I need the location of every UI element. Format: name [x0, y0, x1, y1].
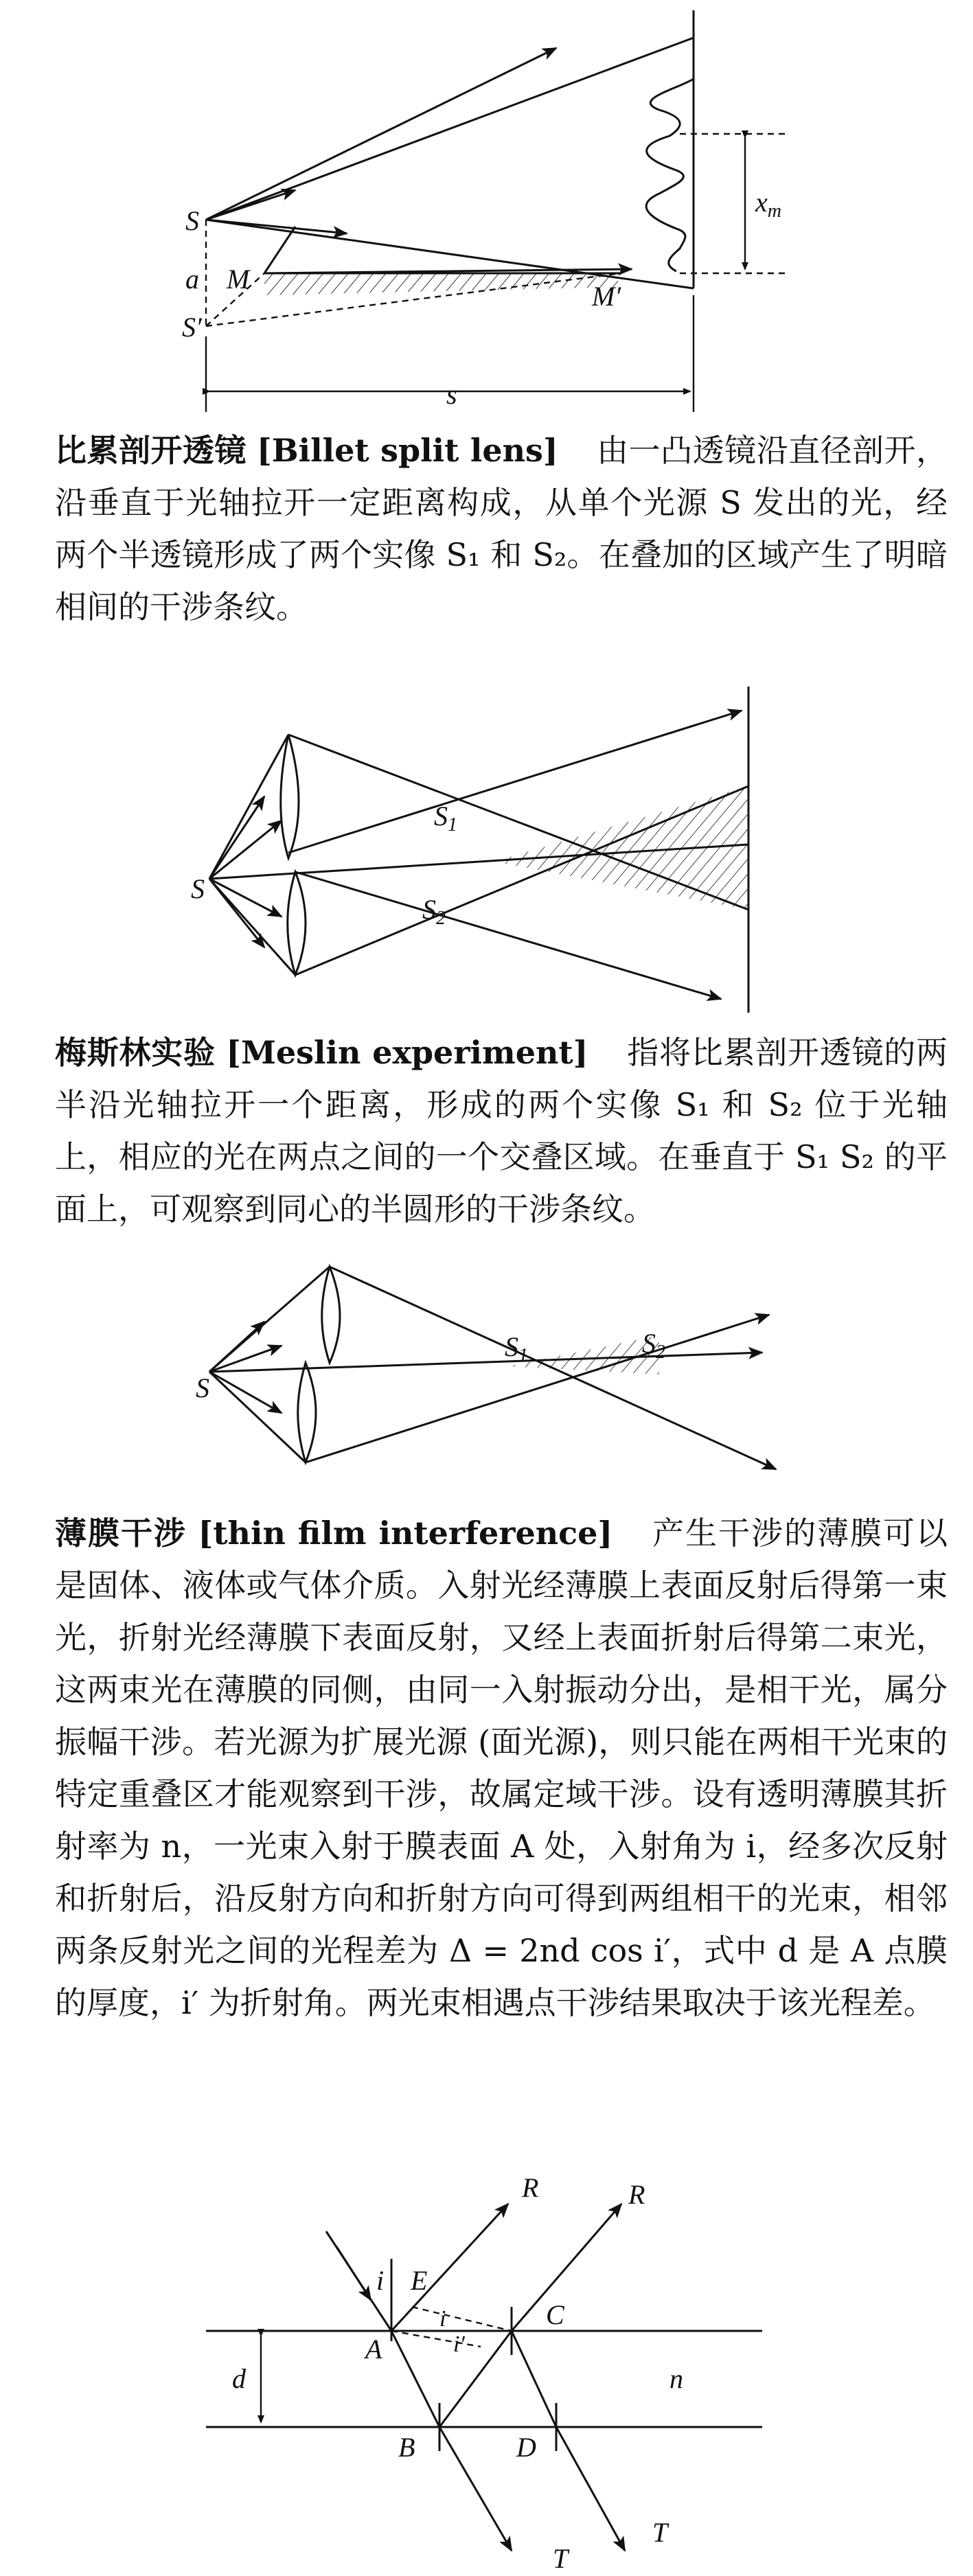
mirror-hatch — [264, 273, 618, 295]
label-i-prime: i′ — [453, 2332, 465, 2357]
overlap-region — [508, 1335, 659, 1375]
label-xm: $x_m$ — [755, 187, 781, 222]
figure-billet-lens — [0, 673, 973, 1030]
term-definition: 指将比累剖开透镜的两半沿光轴拉开一个距离，形成的两个实像 S₁ 和 S₂ 位于光轴上，相应的光在两点之间的一个交叠区域。在垂直于 S₁ S₂ 的平面上，可观察到同心的半圆形的干涉条纹。 — [55, 1034, 948, 1228]
label-S1: $S_1$ — [434, 801, 457, 836]
label-S: S — [196, 1372, 209, 1403]
label-B: B — [398, 2432, 415, 2463]
label-R1: R — [522, 2172, 539, 2203]
entry-meslin-experiment — [55, 1026, 948, 1235]
term-title: 梅斯林实验 — [55, 1034, 216, 1071]
label-E: E — [411, 2265, 428, 2296]
label-i-upper: i — [439, 2306, 446, 2332]
term-english: [thin film interference] — [198, 1515, 613, 1552]
label-i: i — [376, 2265, 385, 2296]
lower-half-lens — [288, 872, 306, 975]
label-T2: T — [652, 2517, 668, 2548]
label-d: d — [232, 2363, 246, 2394]
term-english: [Meslin experiment] — [226, 1034, 588, 1071]
upper-half-lens — [322, 1267, 340, 1363]
entry-billet-split-lens — [55, 424, 948, 633]
term-english: [Billet split lens] — [257, 432, 558, 469]
label-S2: $S_2$ — [642, 1328, 665, 1363]
label-S: S — [191, 873, 205, 904]
label-a: a — [185, 264, 199, 295]
label-S: S — [185, 205, 199, 236]
fringe-curve — [646, 79, 694, 271]
label-R2: R — [628, 2179, 645, 2210]
upper-half-lens — [281, 735, 299, 858]
label-C: C — [546, 2299, 564, 2330]
label-T1: T — [553, 2543, 569, 2574]
term-definition: 由一凸透镜沿直径剖开，沿垂直于光轴拉开一定距离构成，从单个光源 S 发出的光，经两个半透镜形成了两个实像 S₁ 和 S₂。在叠加的区域产生了明暗相间的干涉条纹。 — [55, 432, 948, 625]
label-n: n — [669, 2363, 683, 2394]
label-M-prime: M′ — [592, 281, 621, 312]
label-S2: $S_2$ — [422, 894, 446, 929]
lower-half-lens — [298, 1363, 316, 1462]
label-S1: $S_1$ — [505, 1331, 528, 1366]
label-M: M — [227, 264, 250, 295]
entry-thin-film-interference — [55, 1507, 948, 2029]
term-title: 比累剖开透镜 — [55, 432, 247, 469]
term-title: 薄膜干涉 — [55, 1515, 187, 1552]
label-S-prime: S′ — [182, 312, 202, 343]
figure-lloyd-mirror — [0, 0, 973, 419]
figure-thin-film — [0, 2172, 973, 2575]
figure-meslin — [0, 1215, 973, 1476]
label-A: A — [365, 2334, 382, 2365]
label-D: D — [516, 2432, 536, 2463]
term-definition: 产生干涉的薄膜可以是固体、液体或气体介质。入射光经薄膜上表面反射后得第一束光，折射光经薄膜下表面反射，又经上表面折射后得第二束光，这两束光在薄膜的同侧，由同一入射振动分出，是相干光，属分振幅干涉。若光源为扩展光源 (面光源)，则只能在两相干光束的特定重叠区才能观察到干涉，故属定域干涉。设有透明薄膜其折射率为 n，一光束入射于膜表面 A 处，入射角为 i，经多次反射和折射后，沿反射方向和折射方向可得到两组相干的光束，相邻两条反射光之间的光程差为 Δ = 2nd cos i′，式中 d 是 A 点膜的厚度，i′ 为折射角。两光束相遇点干涉结果取决于该光程差。 — [55, 1515, 948, 2021]
label-s: s — [446, 379, 457, 410]
